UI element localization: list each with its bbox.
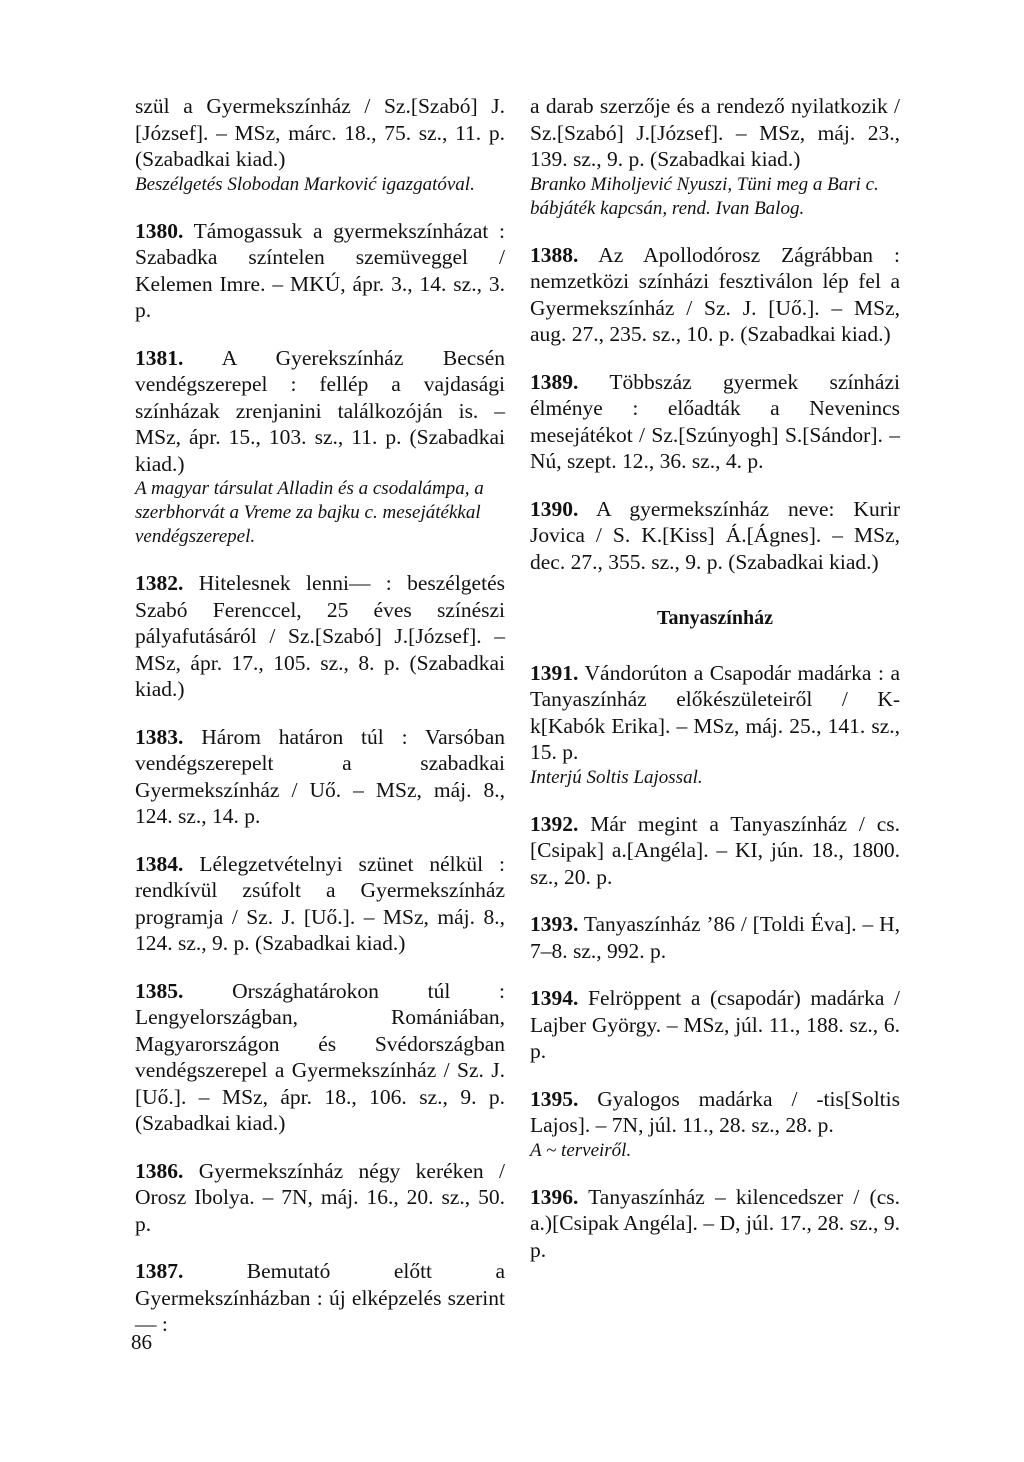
entry-number: 1382. (135, 571, 184, 595)
entry-note: A magyar társulat Alladin és a csodalámpa, a szerbhorvát a Vreme za bajku c. mesejátékkal vendégszerepel. (135, 478, 484, 547)
entry-number: 1391. (530, 660, 579, 685)
entry-note: Beszélgetés Slobodan Marković igazgatóval. (135, 173, 475, 195)
bibliography-entry: 1382. Hitelesnek lenni— : beszélgetés Szabó Ferenccel, 25 éves színészi pályafutásáról / Sz.[Szabó] J.[József]. – MSz, ápr. 17., 105. sz., 8. p. (Szabadkai kiad.) (135, 571, 505, 701)
entry-note: Branko Miholjević Nyuszi, Tüni meg a Bari c. bábjáték kapcsán, rend. Ivan Balog. (530, 173, 879, 219)
entry-number: 1387. (135, 1259, 184, 1283)
right-column (530, 93, 900, 1284)
entry-number: 1396. (530, 1184, 579, 1209)
bibliography-entry: 1381. A Gyerekszínház Becsén vendégszerepel : fellép a vajdasági színházak zrenjanini találkozóján is. – MSz, ápr. 15., 103. sz., 11. p. (Szabadkai kiad.) A magyar társulat Alladin és a csodalámpa, a szerbhorvát a Vreme za bajku c. mesejátékkal vendégszerepel. (135, 345, 505, 547)
bibliography-entry: 1390. A gyermekszínház neve: Kurir Jovica / S. K.[Kiss] Á.[Ágnes]. – MSz, dec. 27., 355. sz., 9. p. (Szabadkai kiad.) (530, 496, 900, 574)
entry-number: 1380. (135, 218, 184, 243)
bibliography-entry: 1386. Gyermekszínház négy keréken / Orosz Ibolya. – 7N, máj. 16., 20. sz., 50. p. (135, 1158, 505, 1236)
entry-number: 1386. (135, 1158, 184, 1183)
entry-number: 1388. (530, 242, 579, 267)
entry-number: 1393. (530, 912, 579, 936)
left-column (135, 93, 505, 1359)
bibliography-entry: 1395. Gyalogos madárka / -tis[Soltis Lajos]. – 7N, júl. 11., 28. sz., 28. p. A ~ terveiről. (530, 1086, 900, 1161)
bibliography-entry: 1387. Bemutató előtt a Gyermekszínházban : új elképzelés szerint— : (135, 1259, 505, 1336)
bibliography-entry: 1385. Országhatárokon túl : Lengyelországban, Romániában, Magyarországon és Svédországban vendégszerepel a Gyermekszínház / Sz. J. [Uő.]. – MSz, ápr. 18., 106. sz., 9. p. (Szabadkai kiad.) (135, 978, 506, 1135)
bibliography-entry: 1384. Lélegzetvételnyi szünet nélkül : rendkívül zsúfolt a Gyermekszínház programja / Sz. J. [Uő.]. – MSz, máj. 8., 124. sz., 9. p. (Szabadkai kiad.) (135, 851, 505, 955)
entry-number: 1390. (530, 496, 579, 521)
bibliography-entry: 1389. Többszáz gyermek színházi élménye : előadták a Nevenincs mesejátékot / Sz.[Szúnyogh] S.[Sándor]. – Nú, szept. 12., 36. sz., 4. p. (530, 369, 900, 473)
bibliography-entry: 1383. Három határon túl : Varsóban vendégszerepelt a szabadkai Gyermekszínház / Uő. – MSz, máj. 8., 124. sz., 14. p. (135, 724, 506, 828)
bibliography-entry: 1394. Felröppent a (csapodár) madárka / Lajber György. – MSz, júl. 11., 188. sz., 6. p. (530, 986, 901, 1063)
page-number: 86 (131, 1330, 152, 1354)
bibliography-entry: 1391. Vándorúton a Csapodár madárka : a Tanyaszínház előkészületeiről / K-k[Kabók Erika]. – MSz, máj. 25., 141. sz., 15. p. Interjú Soltis Lajossal. (530, 660, 900, 788)
bibliography-entry: 1396. Tanyaszínház – kilencedszer / (cs. a.)[Csipak Angéla]. – D, júl. 17., 28. sz., 9. p. (530, 1184, 900, 1262)
entry-note: A ~ terveiről. (530, 1139, 632, 1161)
entry-number: 1385. (135, 978, 184, 1003)
bibliography-entry: 1388. Az Apollodórosz Zágrábban : nemzetközi színházi fesztiválon lép fel a Gyermekszínház / Sz. J. [Uő.]. – MSz, aug. 27., 235. sz., 10. p. (Szabadkai kiad.) (530, 242, 900, 346)
bibliography-entry: 1392. Már megint a Tanyaszínház / cs.[Csipak] a.[Angéla]. – KI, jún. 18., 1800. sz., 20. p. (530, 811, 901, 889)
entry-number: 1381. (135, 345, 184, 370)
entry-number: 1395. (530, 1086, 579, 1111)
entry-number: 1384. (135, 851, 184, 876)
bibliography-entry: 1380. Támogassuk a gyermekszínházat : Szabadka színtelen szemüveggel / Kelemen Imre. – MKÚ, ápr. 3., 14. sz., 3. p. (135, 218, 505, 322)
bibliography-entry: a darab szerzője és a rendező nyilatkozik / Sz.[Szabó] J.[József]. – MSz, máj. 23., 139. sz., 9. p. (Szabadkai kiad.) Branko Miholjević Nyuszi, Tüni meg a Bari c. bábjáték kapcsán, rend. Ivan Balog. (530, 94, 900, 219)
entry-number: 1389. (530, 369, 579, 394)
entry-number: 1394. (530, 986, 579, 1010)
entry-number: 1392. (530, 811, 579, 836)
section-heading: Tanyaszínház (657, 607, 773, 629)
bibliography-entry: 1393. Tanyaszínház ’86 / [Toldi Éva]. – H, 7–8. sz., 992. p. (530, 912, 900, 963)
entry-note: Interjú Soltis Lajossal. (530, 766, 703, 788)
entry-number: 1383. (135, 724, 184, 749)
bibliography-entry: szül a Gyermekszínház / Sz.[Szabó] J.[József]. – MSz, márc. 18., 75. sz., 11. p. (Szabadkai kiad.) Beszélgetés Slobodan Marković igazgatóval. (135, 94, 505, 195)
